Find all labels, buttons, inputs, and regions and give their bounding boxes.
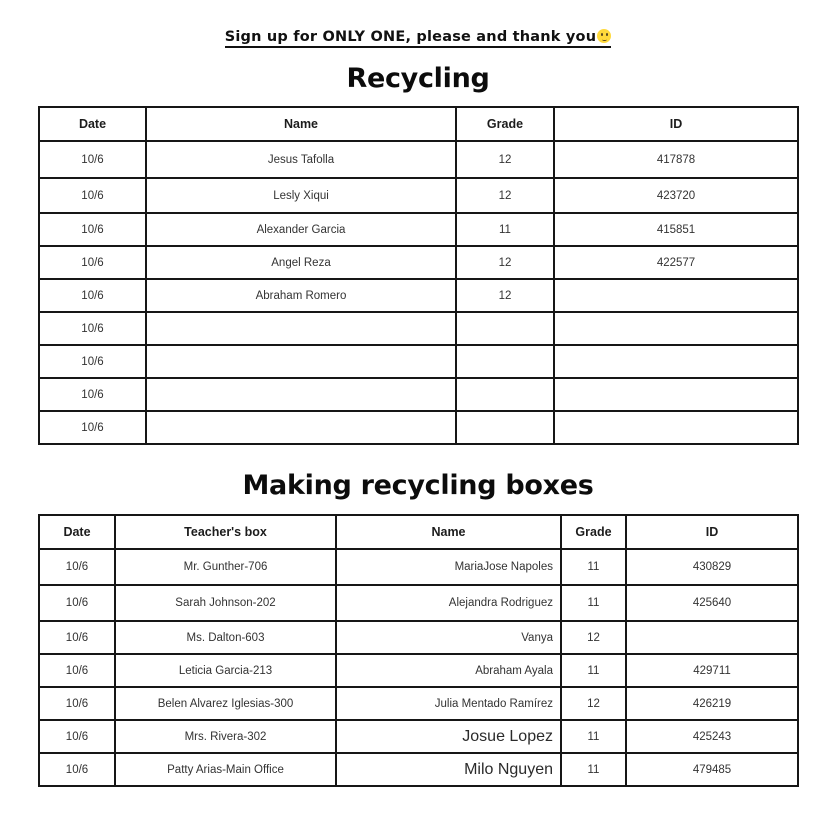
- table-cell[interactable]: 12: [561, 687, 626, 720]
- table-cell[interactable]: 12: [456, 279, 554, 312]
- table-cell[interactable]: 11: [561, 720, 626, 753]
- table-cell[interactable]: 423720: [554, 178, 798, 213]
- table-cell[interactable]: 10/6: [39, 753, 115, 786]
- table-cell[interactable]: 10/6: [39, 312, 146, 345]
- table-cell[interactable]: 10/6: [39, 411, 146, 444]
- table-cell[interactable]: Julia Mentado Ramírez: [336, 687, 561, 720]
- table-row: [39, 246, 798, 279]
- table-cell[interactable]: 422577: [554, 246, 798, 279]
- table-cell[interactable]: [146, 378, 456, 411]
- table-cell[interactable]: 425243: [626, 720, 798, 753]
- table-cell[interactable]: [146, 312, 456, 345]
- table-cell[interactable]: Ms. Dalton-603: [115, 621, 336, 654]
- table-cell[interactable]: 10/6: [39, 178, 146, 213]
- table-cell[interactable]: [456, 345, 554, 378]
- table-cell[interactable]: [554, 312, 798, 345]
- signup-notice-line: [225, 29, 612, 48]
- table-cell[interactable]: 11: [561, 654, 626, 687]
- table-row: [39, 621, 798, 654]
- table-row: [39, 585, 798, 621]
- table-cell[interactable]: Belen Alvarez Iglesias-300: [115, 687, 336, 720]
- table-row: [39, 549, 798, 585]
- column-header: ID: [626, 515, 798, 549]
- table-row: [39, 753, 798, 786]
- table-cell[interactable]: 425640: [626, 585, 798, 621]
- table-row: [39, 279, 798, 312]
- table-cell[interactable]: 10/6: [39, 378, 146, 411]
- table-cell[interactable]: 430829: [626, 549, 798, 585]
- table-cell[interactable]: 11: [561, 549, 626, 585]
- table-cell[interactable]: Leticia Garcia-213: [115, 654, 336, 687]
- table-cell[interactable]: 11: [456, 213, 554, 246]
- table-cell[interactable]: 10/6: [39, 549, 115, 585]
- table-cell[interactable]: 12: [456, 141, 554, 178]
- table-cell[interactable]: Lesly Xiqui: [146, 178, 456, 213]
- column-header: Grade: [561, 515, 626, 549]
- recycling-title: Recycling: [346, 63, 490, 94]
- making-boxes-header-row: [39, 515, 798, 549]
- table-cell[interactable]: 10/6: [39, 720, 115, 753]
- table-cell[interactable]: [146, 345, 456, 378]
- table-cell[interactable]: [554, 345, 798, 378]
- table-cell[interactable]: 415851: [554, 213, 798, 246]
- column-header: Date: [39, 515, 115, 549]
- table-cell[interactable]: Josue Lopez: [336, 720, 561, 753]
- table-cell[interactable]: 12: [561, 621, 626, 654]
- table-cell[interactable]: Patty Arias-Main Office: [115, 753, 336, 786]
- table-cell[interactable]: [456, 378, 554, 411]
- recycling-header-row: [39, 107, 798, 141]
- table-cell[interactable]: 417878: [554, 141, 798, 178]
- table-cell[interactable]: 10/6: [39, 213, 146, 246]
- table-cell[interactable]: 10/6: [39, 585, 115, 621]
- table-cell[interactable]: [554, 378, 798, 411]
- table-cell[interactable]: 10/6: [39, 141, 146, 178]
- table-row: [39, 345, 798, 378]
- table-cell[interactable]: [456, 411, 554, 444]
- table-cell[interactable]: Mr. Gunther-706: [115, 549, 336, 585]
- table-cell[interactable]: 426219: [626, 687, 798, 720]
- slightly-smiling-face-emoji-icon: [597, 29, 611, 43]
- table-cell[interactable]: Alexander Garcia: [146, 213, 456, 246]
- signup-notice: [0, 29, 836, 48]
- column-header: Name: [336, 515, 561, 549]
- table-row: [39, 411, 798, 444]
- table-row: [39, 213, 798, 246]
- table-row: [39, 654, 798, 687]
- table-cell[interactable]: [456, 312, 554, 345]
- table-row: [39, 312, 798, 345]
- table-cell[interactable]: MariaJose Napoles: [336, 549, 561, 585]
- table-cell[interactable]: Alejandra Rodriguez: [336, 585, 561, 621]
- table-cell[interactable]: [626, 621, 798, 654]
- signup-notice-text: Sign up for ONLY ONE, please and thank you: [224, 29, 597, 45]
- table-cell[interactable]: Abraham Ayala: [336, 654, 561, 687]
- table-cell[interactable]: Angel Reza: [146, 246, 456, 279]
- column-header: Teacher's box: [115, 515, 336, 549]
- making-boxes-table: [38, 514, 799, 787]
- table-cell[interactable]: 12: [456, 178, 554, 213]
- recycling-table: [38, 106, 799, 445]
- table-cell[interactable]: 10/6: [39, 345, 146, 378]
- making-boxes-title: Making recycling boxes: [242, 470, 594, 501]
- column-header: Grade: [456, 107, 554, 141]
- table-cell[interactable]: [554, 279, 798, 312]
- table-cell[interactable]: 11: [561, 753, 626, 786]
- column-header: Date: [39, 107, 146, 141]
- table-row: [39, 720, 798, 753]
- table-cell[interactable]: 10/6: [39, 654, 115, 687]
- table-cell[interactable]: Vanya: [336, 621, 561, 654]
- table-cell[interactable]: 11: [561, 585, 626, 621]
- table-cell[interactable]: 429711: [626, 654, 798, 687]
- table-row: [39, 687, 798, 720]
- table-cell[interactable]: Jesus Tafolla: [146, 141, 456, 178]
- table-cell[interactable]: 12: [456, 246, 554, 279]
- table-cell[interactable]: 10/6: [39, 246, 146, 279]
- table-cell[interactable]: 10/6: [39, 621, 115, 654]
- table-cell[interactable]: 10/6: [39, 279, 146, 312]
- table-row: [39, 178, 798, 213]
- table-cell[interactable]: Mrs. Rivera-302: [115, 720, 336, 753]
- table-cell[interactable]: Abraham Romero: [146, 279, 456, 312]
- table-row: [39, 141, 798, 178]
- table-cell[interactable]: 10/6: [39, 687, 115, 720]
- column-header: Name: [146, 107, 456, 141]
- table-cell[interactable]: [146, 411, 456, 444]
- table-cell[interactable]: 479485: [626, 753, 798, 786]
- table-cell[interactable]: Milo Nguyen: [336, 753, 561, 786]
- table-row: [39, 378, 798, 411]
- table-cell[interactable]: Sarah Johnson-202: [115, 585, 336, 621]
- column-header: ID: [554, 107, 798, 141]
- table-cell[interactable]: [554, 411, 798, 444]
